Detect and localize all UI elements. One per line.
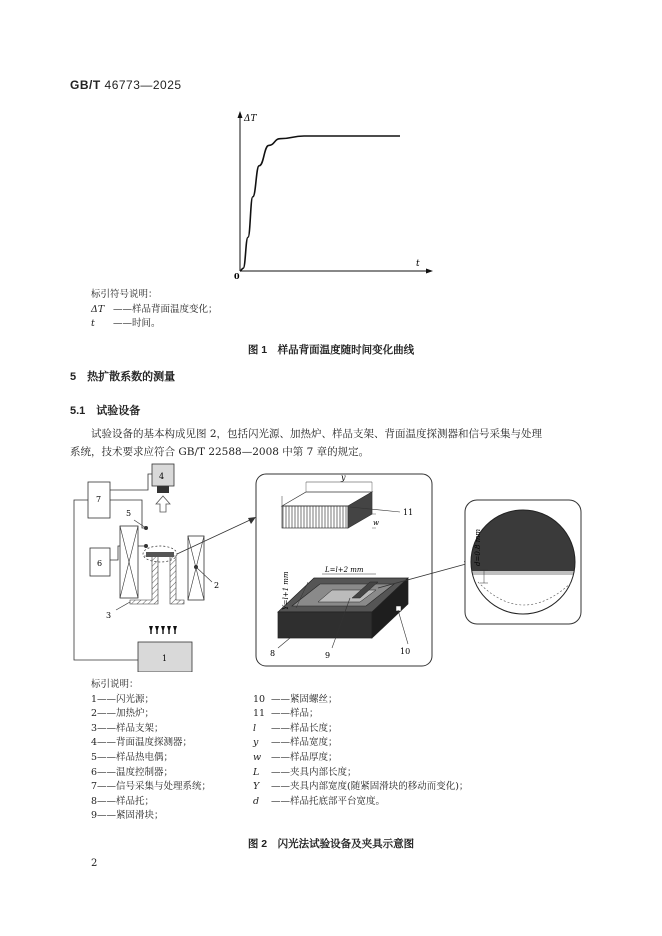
figure2-legend [91, 678, 211, 824]
standard-header [70, 78, 182, 92]
figure2-legend-item: 5——样品热电偶； [91, 751, 174, 763]
legend-symbol: 10 [253, 693, 266, 705]
standard-prefix: GB/T [70, 78, 101, 92]
figure2-legend-item: 8——样品托； [91, 795, 155, 807]
origin-label: 0 [234, 271, 240, 280]
figure2-legend-item: 1——闪光源； [91, 693, 155, 705]
series-curve [240, 136, 400, 271]
figure2-legend-item: 9——紧固滑块； [91, 810, 164, 822]
label-10: 10 [400, 647, 411, 656]
figure2-legend-title: 标引说明： [91, 679, 139, 690]
label-5: 5 [126, 509, 132, 518]
flash-arrows [149, 626, 177, 634]
label-L: L=l+2 mm [325, 566, 364, 574]
wire [110, 474, 152, 490]
fixture-detail [256, 473, 472, 666]
figure1-legend-item [91, 303, 218, 318]
figure2-legend-item [253, 736, 468, 751]
section5-title: 5 热扩散系数的测量 [70, 371, 176, 383]
legend-desc: ——紧固螺丝； [271, 693, 338, 705]
label-6: 6 [97, 559, 103, 568]
figure2-legend-item [253, 707, 468, 722]
figure1-legend-item [91, 317, 218, 332]
apparatus-schematic [74, 464, 256, 672]
standard-number: 46773—2025 [104, 78, 182, 92]
figure2-legend-item: 6——温度控制器； [91, 766, 174, 778]
legend-desc: ——夹具内部长度； [271, 766, 357, 778]
legend-symbol: y [253, 737, 259, 749]
label-7: 7 [96, 495, 102, 504]
label-d: d=0.8 mm [474, 529, 482, 566]
label-8: 8 [270, 649, 276, 658]
legend-symbol: d [253, 795, 260, 807]
legend-desc: ——夹具内部宽度(随紧固滑块的移动而变化)； [271, 781, 469, 793]
detector-lens [157, 486, 169, 493]
label-4: 4 [159, 472, 165, 481]
legend-symbol: t [91, 318, 95, 330]
figure2-diagram [60, 460, 600, 672]
section51-title: 5.1 试验设备 [70, 405, 141, 417]
figure2-caption: 图 2 闪光法试验设备及夹具示意图 [247, 838, 415, 850]
page-number: 2 [91, 858, 98, 869]
legend-desc: ——样品宽度； [271, 737, 338, 749]
figure2-legend-item [253, 722, 468, 737]
figure2-legend-item [253, 751, 468, 766]
figure1-caption: 图 1 样品背面温度随时间变化曲线 [247, 344, 415, 356]
legend-symbol: Y [253, 781, 260, 793]
figure2-legend-item: 2——加热炉； [91, 708, 155, 720]
figure2-legend-right [253, 693, 468, 810]
legend-desc: ——样品厚度； [271, 751, 338, 763]
label-3: 3 [106, 611, 112, 620]
section51-paragraph [70, 425, 590, 461]
sample-holder [170, 556, 184, 604]
paragraph-line: 试验设备的基本构成见图 2，包括闪光源、加热炉、样品支架、背面温度探测器和信号采集与处理 [91, 428, 543, 440]
legend-desc: ——样品长度； [271, 722, 338, 734]
y-axis-label: ΔT [244, 114, 257, 124]
paragraph-line: 系统，技术要求应符合 GB/T 22588—2008 中第 7 章的规定。 [70, 446, 370, 458]
legend-symbol: L [253, 766, 260, 778]
legend-desc: ——样品托底部平台宽度。 [271, 795, 386, 807]
figure1-legend [91, 288, 218, 332]
signal-arrow [156, 496, 170, 512]
label-1: 1 [162, 654, 168, 663]
legend-desc: ——样品； [271, 708, 319, 720]
x-axis-label: t [416, 259, 420, 269]
figure2-legend-item [253, 766, 468, 781]
figure1-legend-title: 标引符号说明： [91, 289, 158, 300]
zoom-detail [460, 500, 590, 630]
x-axis-arrow [426, 269, 433, 274]
figure2-legend-item: 4——背面温度探测器； [91, 737, 193, 749]
figure1-chart [225, 108, 435, 280]
label-w: w [373, 519, 379, 527]
legend-symbol: w [253, 751, 262, 763]
figure2-legend-item [253, 693, 468, 708]
legend-symbol: ΔT [91, 303, 105, 315]
legend-desc: ——样品背面温度变化； [113, 303, 218, 315]
label-11: 11 [403, 508, 414, 517]
figure2-legend-item [253, 780, 468, 795]
label-Y: Y=l+1 mm [282, 571, 290, 610]
figure2-legend-item: 7——信号采集与处理系统； [91, 781, 212, 793]
figure2-legend-item [253, 795, 468, 810]
label-2: 2 [214, 581, 220, 590]
legend-desc: ——时间。 [113, 318, 161, 330]
label-y: y [341, 473, 346, 482]
legend-symbol: l [253, 722, 257, 734]
sample [146, 552, 174, 557]
legend-symbol: 11 [253, 708, 266, 720]
figure2-legend-item: 3——样品支架； [91, 722, 164, 734]
label-9: 9 [325, 651, 331, 660]
y-axis-arrow [238, 111, 243, 118]
figure2-legend-left [91, 693, 211, 824]
